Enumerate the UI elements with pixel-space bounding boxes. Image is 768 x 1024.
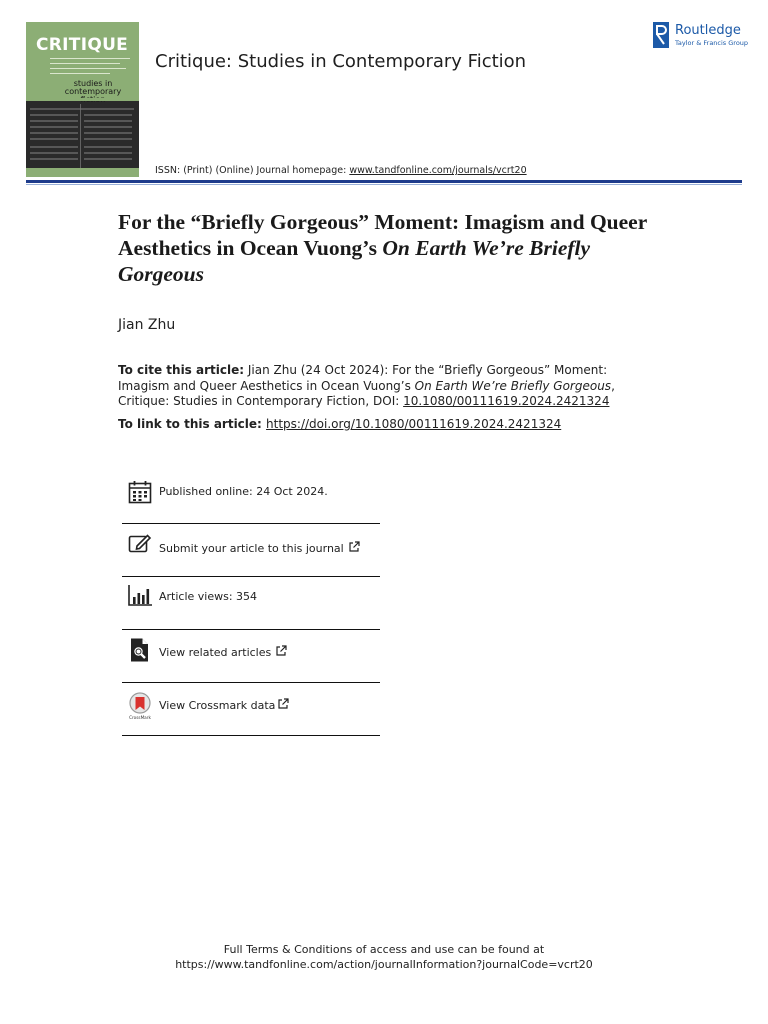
cover-toc-line [30,108,134,110]
cover-toc-line [30,138,78,140]
article-doi-link[interactable]: https://doi.org/10.1080/00111619.2024.2421324 [266,417,562,431]
info-divider [122,735,380,736]
routledge-r-icon [653,22,669,48]
info-divider [122,576,380,577]
crossmark-icon [127,692,153,720]
cover-toc-line [30,114,78,116]
terms-text: Full Terms & Conditions of access and use can be found at [223,943,545,956]
calendar-icon [128,480,152,504]
cover-rule [50,58,130,59]
terms-url[interactable]: https://www.tandfonline.com/action/journalInformation?journalCode=vcrt20 [175,958,593,971]
publisher-group: Taylor & Francis Group [675,39,749,47]
cover-toc-line [30,132,78,134]
header-divider-thin [26,184,742,185]
routledge-logo [653,22,749,50]
citation-doi-link[interactable]: 10.1080/00111619.2024.2421324 [403,394,610,408]
related-articles-link[interactable] [159,645,287,659]
cover-toc-line [84,152,132,154]
journal-homepage-link[interactable]: www.tandfonline.com/journals/vcrt20 [349,165,527,176]
article-title-italic: On Earth We’re Briefly Gorgeous [118,236,591,286]
cover-toc-line [30,146,78,148]
cover-rule [50,63,120,64]
cover-toc-line [84,120,132,122]
author-name: Jian Zhu [118,317,176,333]
external-link-icon [348,541,360,553]
article-views-text: Article views: 354 [159,590,258,603]
cover-title: CRITIQUE [36,35,129,55]
terms-footer [0,942,768,972]
cover-toc-line [84,126,132,128]
cover-rule [50,68,126,69]
crossmark-text: View Crossmark data [159,699,276,712]
citation-block [118,363,638,410]
article-title-text: For the “Briefly Gorgeous” Moment: Imagism and Queer Aesthetics in Ocean Vuong’s [118,210,647,260]
submit-article-text: Submit your article to this journal [159,542,344,555]
external-link-icon [277,698,289,710]
article-views-row [122,584,380,614]
cover-rule [50,73,110,74]
cover-toc-line [84,114,132,116]
cover-toc-line [30,158,78,160]
cover-divider [80,104,81,168]
submit-article-link[interactable] [159,541,360,555]
external-link-icon [275,645,287,657]
cover-toc-line [30,120,78,122]
info-divider [122,629,380,630]
cover-subtitle-line: studies in [73,79,113,88]
bar-chart-icon [128,584,152,608]
journal-title: Critique: Studies in Contemporary Fiction [155,51,527,72]
cover-toc-line [30,126,78,128]
issn-label: ISSN: (Print) (Online) Journal homepage: [155,165,350,176]
citation-journal: , Critique: Studies in Contemporary Fiction, DOI: [118,378,615,408]
article-title [118,209,678,287]
cover-toc-line [84,158,132,160]
article-link-label: To link to this article: [118,417,267,431]
cover-subtitle-line: contemporary [64,87,122,96]
publisher-name: Routledge [675,23,741,38]
cover-toc-line [30,152,78,154]
submit-article-row[interactable] [122,532,380,562]
info-divider [122,682,380,683]
cover-footer-band [26,168,139,177]
crossmark-link[interactable] [159,698,289,712]
related-articles-row[interactable] [122,637,380,667]
crossmark-badge-text: CrossMark [129,715,151,720]
citation-book-title: On Earth We’re Briefly Gorgeous [414,378,612,393]
header-divider [26,180,742,183]
journal-cover-image [26,22,139,177]
cover-toc-line [84,138,132,140]
document-search-icon [128,638,152,662]
related-articles-text: View related articles [159,646,272,659]
article-link-line [118,417,561,431]
edit-pencil-icon [128,532,152,556]
issn-line [155,165,527,176]
published-online-row [122,478,380,508]
crossmark-row[interactable] [122,690,380,722]
info-divider [122,523,380,524]
cover-toc-line [84,146,132,148]
citation-label: To cite this article: [118,363,245,377]
citation-text: Jian Zhu (24 Oct 2024): For the “Briefly Gorgeous” Moment: Imagism and Queer Aesthetics in Ocean Vuong’s [118,363,608,393]
published-online-text: Published online: 24 Oct 2024. [159,485,328,498]
cover-toc-line [84,132,132,134]
cover-band [26,98,139,101]
